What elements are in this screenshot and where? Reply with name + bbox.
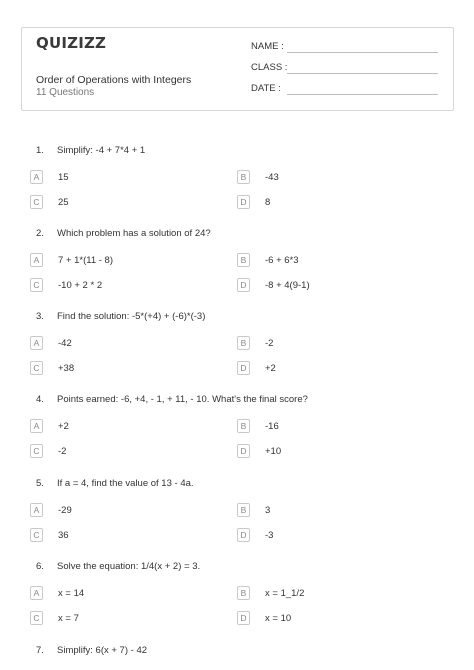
date-label: DATE :: [251, 83, 281, 94]
question-4: [36, 394, 308, 405]
question-text: Simplify: -4 + 7*4 + 1: [57, 145, 146, 156]
option-b-text: x = 1_1/2: [265, 588, 305, 599]
option-b-text: -6 + 6*3: [265, 255, 299, 266]
question-number: 2.: [36, 228, 44, 239]
option-c-box[interactable]: C: [30, 444, 43, 458]
option-c-text: x = 7: [58, 613, 79, 624]
option-d-text: 8: [265, 197, 271, 208]
option-d-box[interactable]: D: [237, 361, 250, 375]
question-text: Which problem has a solution of 24?: [57, 228, 211, 239]
question-number: 6.: [36, 561, 44, 572]
question-2: [36, 228, 211, 239]
class-label: CLASS :: [251, 62, 288, 73]
option-b-text: -16: [265, 421, 279, 432]
option-a-box[interactable]: A: [30, 253, 43, 267]
option-d-box[interactable]: D: [237, 195, 250, 209]
option-b-box[interactable]: B: [237, 253, 250, 267]
option-d-text: x = 10: [265, 613, 292, 624]
option-c-text: -2: [58, 446, 67, 457]
question-count: 11 Questions: [36, 87, 95, 98]
option-c-box[interactable]: C: [30, 361, 43, 375]
option-a-box[interactable]: A: [30, 586, 43, 600]
option-d-text: -3: [265, 530, 274, 541]
option-c-text: 36: [58, 530, 69, 541]
option-c-box[interactable]: C: [30, 611, 43, 625]
option-c-text: 25: [58, 197, 69, 208]
question-5: [36, 478, 194, 489]
question-number: 4.: [36, 394, 44, 405]
option-d-text: +10: [265, 446, 282, 457]
option-c-box[interactable]: C: [30, 278, 43, 292]
option-a-text: 15: [58, 172, 69, 183]
class-field[interactable]: [287, 73, 438, 74]
option-a-box[interactable]: A: [30, 419, 43, 433]
option-d-text: -8 + 4(9-1): [265, 280, 310, 291]
option-a-text: +2: [58, 421, 69, 432]
option-b-box[interactable]: B: [237, 419, 250, 433]
option-a-text: 7 + 1*(11 - 8): [58, 255, 114, 266]
option-d-box[interactable]: D: [237, 278, 250, 292]
option-a-box[interactable]: A: [30, 170, 43, 184]
option-b-box[interactable]: B: [237, 503, 250, 517]
option-d-box[interactable]: D: [237, 444, 250, 458]
option-c-text: -10 + 2 * 2: [58, 280, 103, 291]
worksheet-title: Order of Operations with Integers: [36, 74, 192, 86]
question-number: 7.: [36, 645, 44, 656]
option-b-box[interactable]: B: [237, 586, 250, 600]
question-text: If a = 4, find the value of 13 - 4a.: [57, 478, 194, 489]
question-7: [36, 645, 147, 656]
question-text: Simplify: 6(x + 7) - 42: [57, 645, 148, 656]
question-number: 3.: [36, 311, 44, 322]
name-field[interactable]: [287, 52, 438, 53]
option-c-box[interactable]: C: [30, 195, 43, 209]
option-b-text: 3: [265, 505, 271, 516]
question-number: 5.: [36, 478, 44, 489]
option-c-box[interactable]: C: [30, 528, 43, 542]
question-6: [36, 561, 200, 572]
option-d-box[interactable]: D: [237, 528, 250, 542]
option-c-text: +38: [58, 363, 75, 374]
option-a-text: -42: [58, 338, 72, 349]
brand-logo: QUIZIZZ: [36, 34, 107, 52]
option-a-box[interactable]: A: [30, 336, 43, 350]
question-text: Find the solution: -5*(+4) + (-6)*(-3): [57, 311, 206, 322]
option-a-text: x = 14: [58, 588, 85, 599]
option-a-text: -29: [58, 505, 72, 516]
option-b-box[interactable]: B: [237, 170, 250, 184]
question-3: [36, 311, 205, 322]
question-text: Solve the equation: 1/4(x + 2) = 3.: [57, 561, 201, 572]
question-text: Points earned: -6, +4, - 1, + 11, - 10. What's the final score?: [57, 394, 308, 405]
question-number: 1.: [36, 145, 44, 156]
option-a-box[interactable]: A: [30, 503, 43, 517]
question-1: [36, 145, 145, 156]
option-b-box[interactable]: B: [237, 336, 250, 350]
option-d-box[interactable]: D: [237, 611, 250, 625]
date-field[interactable]: [287, 94, 438, 95]
name-label: NAME :: [251, 41, 284, 52]
option-b-text: -2: [265, 338, 274, 349]
option-d-text: +2: [265, 363, 276, 374]
option-b-text: -43: [265, 172, 279, 183]
